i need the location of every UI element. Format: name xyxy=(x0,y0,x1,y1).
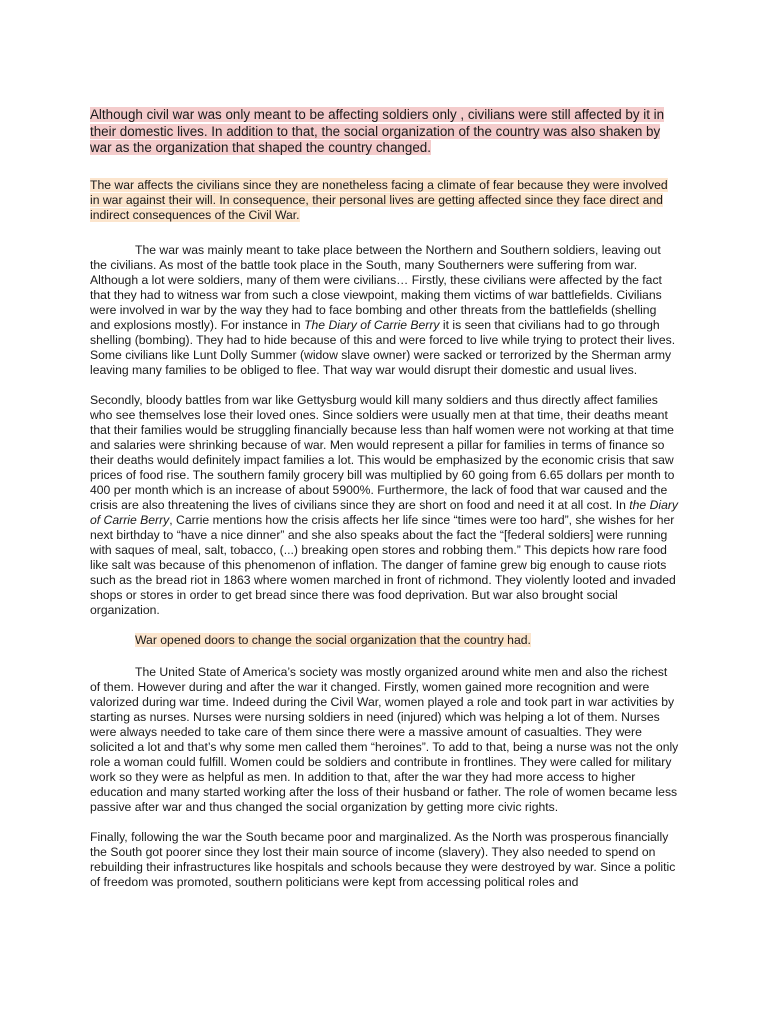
introduction-highlight: Although civil war was only meant to be affecting soldiers only , civilians were still affected by it in their domestic lives. In addition to that, the social organization of the country was also shaken by war as the organization that shaped the country changed. xyxy=(90,107,665,156)
thesis-highlight: The war affects the civilians since they are nonetheless facing a climate of fear because they were involved in war against their will. In consequence, their personal lives are getting affected since they face direct and indirect consequences of the Civil War. xyxy=(90,177,668,222)
introduction-paragraph xyxy=(90,107,680,157)
document-page xyxy=(90,107,680,905)
body-paragraph-3: The United State of America’s society was mostly organized around white men and also the richest of them. However during and after the war it changed. Firstly, women gained more recognition and were valorized during war time. Indeed during the Civil War, women played a role and took part in war activities by starting as nurses. Nurses were nursing soldiers in need (injured) which was helping a lot of them. Nurses were always needed to take care of them since there were a massive amount of casualties. They were solicited a lot and that’s why some men called them “heroines”. To add to that, being a nurse was not the only role a woman could fulfill. Women could be soldiers and contribute in frontlines. They were called for military work so they were as helpful as men. In addition to that, after the war they had more access to higher education and many started working after the loss of their husband or father. The role of women became less passive after war and thus changed the social organization by getting more civic rights. xyxy=(90,664,679,814)
book-title: the Diary of Carrie Berry xyxy=(90,497,679,527)
body-paragraph-2: Secondly, bloody battles from war like Gettysburg would kill many soldiers and thus directly affect families who see themselves lose their loved ones. Since soldiers were usually men at that time, their deaths meant that their families would be struggling financially because less than half women were not working at that time and salaries were shrinking because of war. Men would represent a pillar for families in terms of finance so their deaths would definitely impact families a lot. This would be emphasized by the economic crisis that saw prices of food rise. The southern family grocery bill was multiplied by 60 going from 6.65 dollars per month to 400 per month which is an increase of about 5900%. Furthermore, the lack of food that war caused and the crisis are also threatening the lives of civilians since they are short on food and need it at all cost. In the Diary of Carrie Berry, Carrie mentions how the crisis affects her life since “times were too hard”, she wishes for her next birthday to “have a nice dinner” and she also speaks about the fact the “[federal soldiers] were running with saques of meal, salt, tobacco, (...) breaking open stores and robbing them.” This depicts how rare food like salt was because of this phenomenon of inflation. The danger of famine grew big enough to cause riots such as the bread riot in 1863 where women marched in front of richmond. They violently looted and invaded shops or stores in order to get bread since there was food deprivation. But war also brought social organization. xyxy=(90,392,679,617)
body-paragraph-4: Finally, following the war the South became poor and marginalized. As the North was prosperous financially the South got poorer since they lost their main source of income (slavery). They also needed to spend on rebuilding their infrastructures like hospitals and schools because they were destroyed by war. Since a politic of freedom was promoted, southern politicians were kept from accessing political roles and xyxy=(90,829,676,889)
topic-sentence-2 xyxy=(90,633,680,648)
book-title: The Diary of Carrie Berry xyxy=(304,317,440,332)
thesis-statement xyxy=(90,178,680,223)
body-paragraph-1: The war was mainly meant to take place between the Northern and Southern soldiers, leaving out the civilians. As most of the battle took place in the South, many Southerners were suffering from war. Although a lot were soldiers, many of them were civilians… Firstly, these civilians were affected by the fact that they had to witness war from such a close viewpoint, making them victims of war battlefields. Civilians were involved in war by the way they had to face bombing and other threats from the battlefields (shelling and explosions mostly). For instance in The Diary of Carrie Berry it is seen that civilians had to go through shelling (bombing). They had to hide because of this and were forced to live while trying to protect their lives. Some civilians like Lunt Dolly Summer (widow slave owner) were sacked or terrorized by the Sherman army leaving many families to be obliged to flee. That way war would disrupt their domestic and usual lives. xyxy=(90,242,676,377)
topic-highlight: War opened doors to change the social organization that the country had. xyxy=(135,632,531,647)
